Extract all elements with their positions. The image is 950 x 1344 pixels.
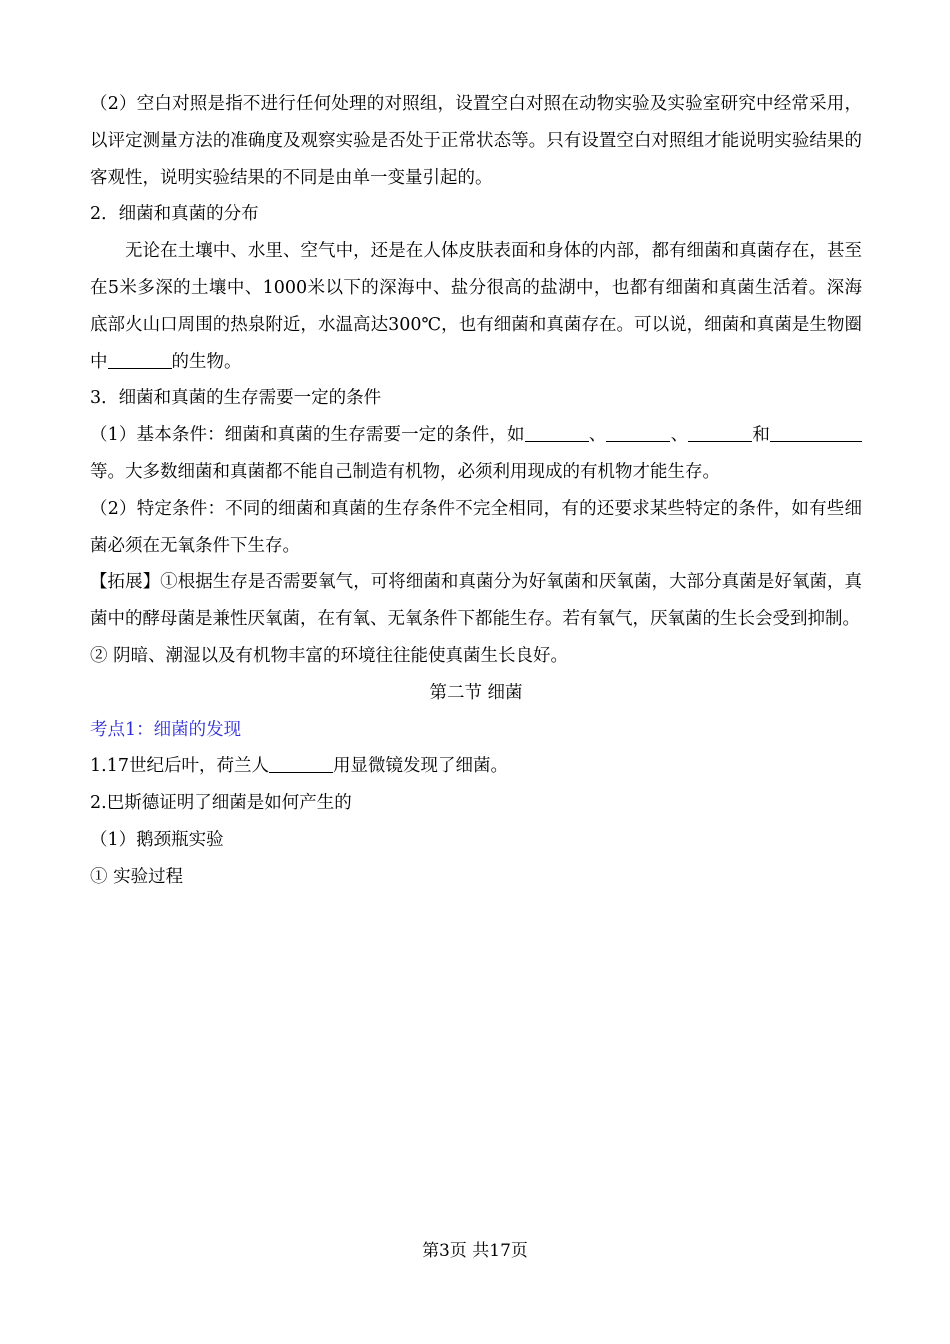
paragraph-discovery-1 [90, 748, 862, 785]
separator: 、 [670, 425, 689, 446]
page-footer: 第3页 共17页 [422, 1241, 528, 1261]
fill-blank[interactable] [108, 350, 172, 369]
distribution-text-end: 的生物。 [171, 351, 242, 372]
basic-conditions-text: （1）基本条件：细菌和真菌的生存需要一定的条件，如 [90, 425, 525, 446]
distribution-text: 无论在土壤中、水里、空气中，还是在人体皮肤表面和身体的内部，都有细菌和真菌存在，甚至在5米多深的土壤中、1000米以下的深海中、盐分很高的盐湖中，也都有细菌和真菌生活着。深海底部火山口周围的热泉附近，水温高达300℃，也有细菌和真菌存在。可以说，细菌和真菌是生物圈中 [90, 241, 862, 372]
paragraph-distribution [90, 233, 862, 380]
paragraph-specific-conditions: （2）特定条件：不同的细菌和真菌的生存条件不完全相同，有的还要求某些特定的条件，如有些细菌必须在无氧条件下生存。 [90, 498, 862, 556]
discovery-text-end: 用显微镜发现了细菌。 [332, 756, 508, 777]
discovery-text: 1.17世纪后叶，荷兰人 [90, 756, 269, 777]
heading-distribution: 2．细菌和真菌的分布 [90, 204, 259, 225]
fill-blank[interactable] [770, 424, 862, 443]
paragraph-extension-1: 【拓展】①根据生存是否需要氧气，可将细菌和真菌分为好氧菌和厌氧菌，大部分真菌是好氧菌，真菌中的酵母菌是兼性厌氧菌，在有氧、无氧条件下都能生存。若有氧气，厌氧菌的生长会受到抑制。 [90, 572, 862, 630]
paragraph-blank-control: （2）空白对照是指不进行任何处理的对照组，设置空白对照在动物实验及实验室研究中经常采用，以评定测量方法的准确度及观察实验是否处于正常状态等。只有设置空白对照组才能说明实验结果的客观性，说明实验结果的不同是由单一变量引起的。 [90, 94, 862, 188]
fill-blank[interactable] [525, 424, 589, 443]
heading-swan-neck-experiment: （1）鹅颈瓶实验 [90, 829, 224, 850]
paragraph-basic-conditions [90, 417, 862, 491]
fill-blank[interactable] [688, 424, 752, 443]
separator: 、 [588, 425, 607, 446]
kaodian-heading: 考点1：细菌的发现 [90, 719, 242, 740]
paragraph-extension-2: ② 阴暗、潮湿以及有机物丰富的环境往往能使真菌生长良好。 [90, 645, 569, 666]
fill-blank[interactable] [269, 755, 333, 774]
heading-experiment-process: ① 实验过程 [90, 866, 184, 887]
basic-conditions-text-end: 等。大多数细菌和真菌都不能自己制造有机物，必须利用现成的有机物才能生存。 [90, 461, 720, 482]
section-title: 第二节 细菌 [429, 682, 523, 703]
document-body [90, 86, 862, 896]
fill-blank[interactable] [606, 424, 670, 443]
heading-conditions: 3．细菌和真菌的生存需要一定的条件 [90, 388, 382, 409]
conjunction: 和 [752, 425, 770, 446]
paragraph-discovery-2: 2.巴斯德证明了细菌是如何产生的 [90, 793, 352, 814]
